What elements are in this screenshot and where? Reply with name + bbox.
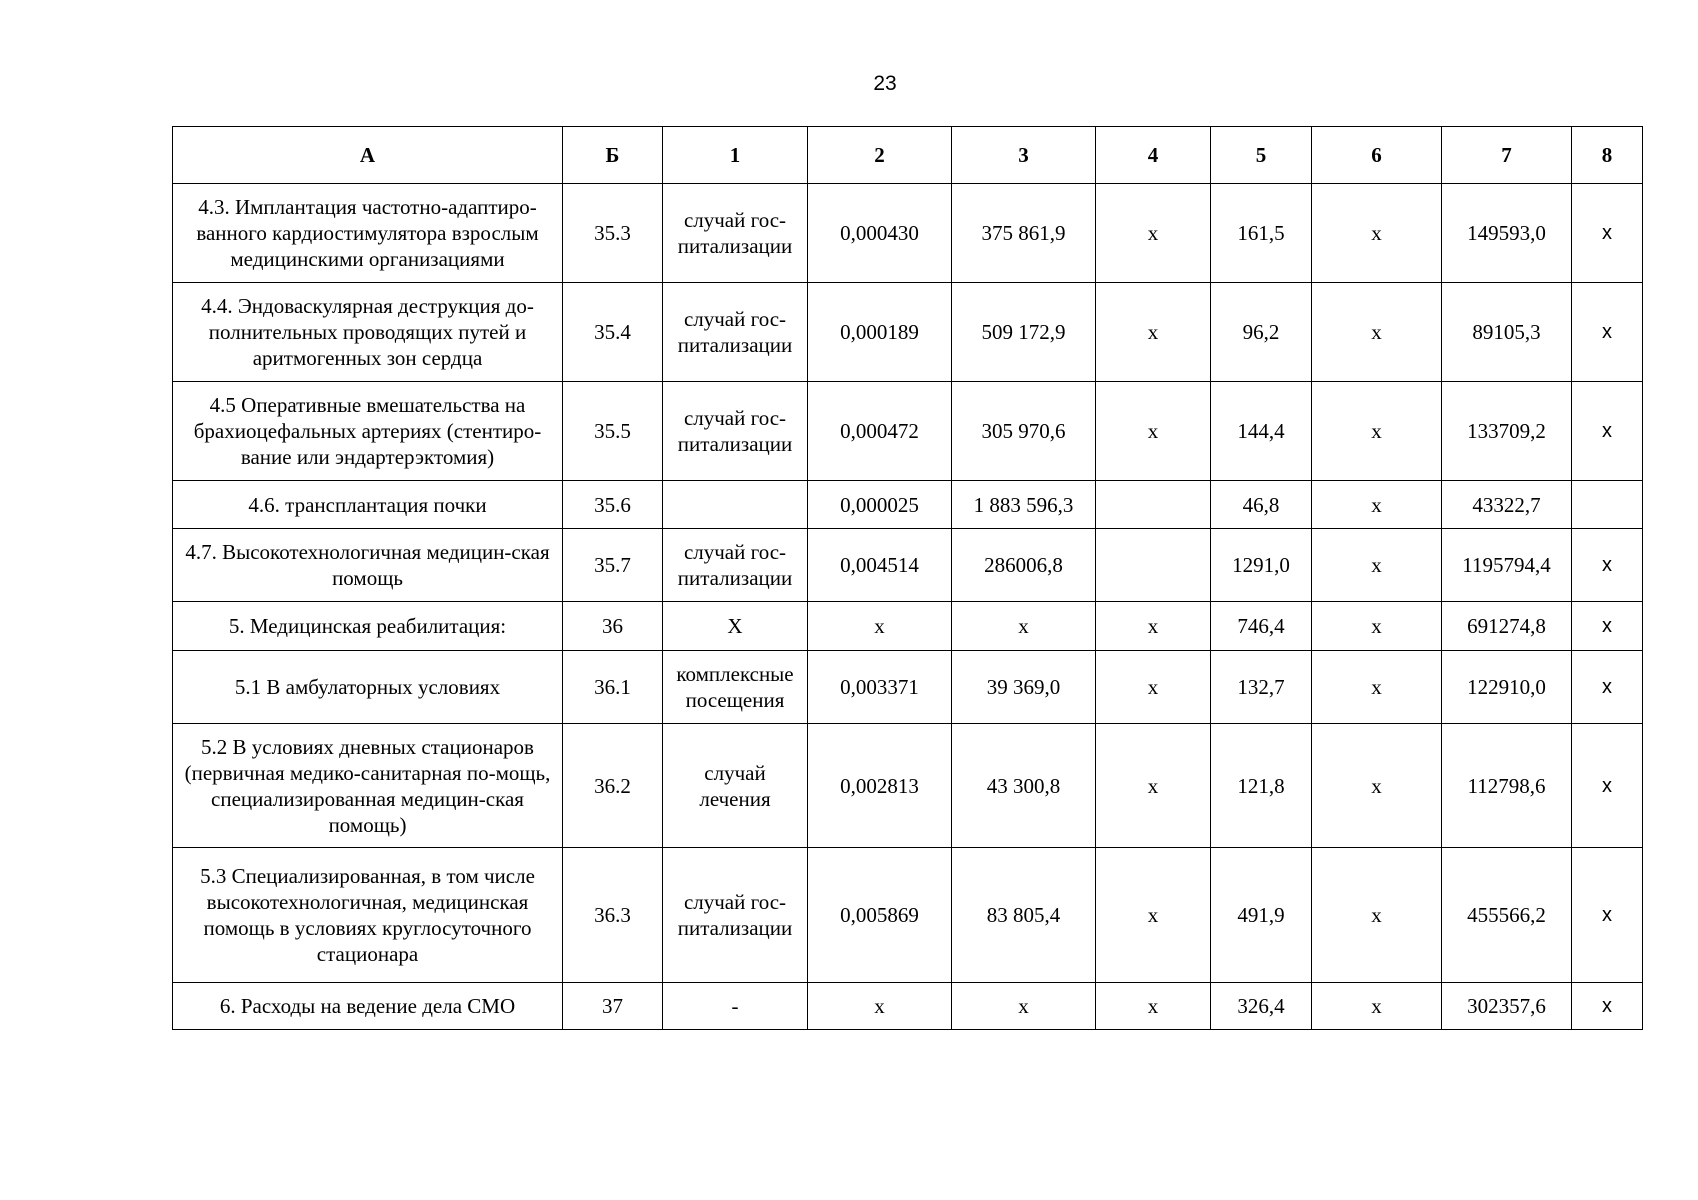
col4-cell: х	[1096, 848, 1211, 983]
col8-cell: x	[1572, 651, 1643, 724]
header-cell: Б	[563, 127, 663, 184]
table-row	[173, 283, 1643, 382]
col7-cell: 133709,2	[1442, 382, 1572, 481]
col2-cell: 0,000430	[808, 184, 952, 283]
row-unit-cell: случай гос-питализации	[663, 283, 808, 382]
header-cell: 1	[663, 127, 808, 184]
col7-cell: 455566,2	[1442, 848, 1572, 983]
col5-cell: 161,5	[1211, 184, 1312, 283]
table-row	[173, 529, 1643, 602]
col5-cell: 46,8	[1211, 481, 1312, 529]
table-row	[173, 724, 1643, 848]
col6-cell: х	[1312, 848, 1442, 983]
row-unit-cell: случай лечения	[663, 724, 808, 848]
row-name-cell: 4.5 Оперативные вмешательства на брахиоцефальных артериях (стентиро-вание или эндартерэктомия)	[173, 382, 563, 481]
row-unit-cell: Х	[663, 602, 808, 651]
page-number: 23	[873, 72, 897, 95]
col3-cell: 39 369,0	[952, 651, 1096, 724]
col4-cell	[1096, 529, 1211, 602]
col6-cell: х	[1312, 724, 1442, 848]
col7-cell: 112798,6	[1442, 724, 1572, 848]
col6-cell: х	[1312, 382, 1442, 481]
col7-cell: 149593,0	[1442, 184, 1572, 283]
header-cell: 7	[1442, 127, 1572, 184]
row-unit-cell	[663, 481, 808, 529]
row-unit-cell: случай гос-питализации	[663, 184, 808, 283]
col6-cell: х	[1312, 481, 1442, 529]
col5-cell: 326,4	[1211, 983, 1312, 1030]
col7-cell: 122910,0	[1442, 651, 1572, 724]
header-cell: 8	[1572, 127, 1643, 184]
col5-cell: 1291,0	[1211, 529, 1312, 602]
col4-cell	[1096, 481, 1211, 529]
header-cell: 4	[1096, 127, 1211, 184]
row-name-cell: 6. Расходы на ведение дела СМО	[173, 983, 563, 1030]
col4-cell: х	[1096, 382, 1211, 481]
col2-cell: 0,003371	[808, 651, 952, 724]
row-code-cell: 36.3	[563, 848, 663, 983]
col2-cell: х	[808, 983, 952, 1030]
header-cell: 6	[1312, 127, 1442, 184]
col4-cell: х	[1096, 283, 1211, 382]
table-row	[173, 983, 1643, 1030]
row-name-cell: 4.6. трансплантация почки	[173, 481, 563, 529]
header-row	[173, 127, 1643, 184]
row-unit-cell: случай гос-питализации	[663, 382, 808, 481]
row-code-cell: 36.1	[563, 651, 663, 724]
row-name-cell: 5.3 Специализированная, в том числе высокотехнологичная, медицинская помощь в условиях круглосуточного стационара	[173, 848, 563, 983]
col2-cell: 0,000472	[808, 382, 952, 481]
data-table	[172, 126, 1643, 1030]
col6-cell: х	[1312, 983, 1442, 1030]
col3-cell: 286006,8	[952, 529, 1096, 602]
col3-cell: 305 970,6	[952, 382, 1096, 481]
row-code-cell: 36	[563, 602, 663, 651]
header-cell: 2	[808, 127, 952, 184]
col4-cell: х	[1096, 983, 1211, 1030]
table-row	[173, 848, 1643, 983]
col3-cell: 509 172,9	[952, 283, 1096, 382]
col3-cell: 43 300,8	[952, 724, 1096, 848]
col6-cell: х	[1312, 529, 1442, 602]
col7-cell: 89105,3	[1442, 283, 1572, 382]
col8-cell	[1572, 481, 1643, 529]
row-name-cell: 5.2 В условиях дневных стационаров (первичная медико-санитарная по-мощь, специализированная медицин-ская помощь)	[173, 724, 563, 848]
col6-cell: х	[1312, 184, 1442, 283]
row-unit-cell: случай гос-питализации	[663, 529, 808, 602]
col5-cell: 144,4	[1211, 382, 1312, 481]
table-row	[173, 481, 1643, 529]
col2-cell: 0,002813	[808, 724, 952, 848]
col3-cell: 83 805,4	[952, 848, 1096, 983]
col4-cell: х	[1096, 184, 1211, 283]
table-row	[173, 382, 1643, 481]
col3-cell: х	[952, 983, 1096, 1030]
header-cell: 5	[1211, 127, 1312, 184]
row-code-cell: 35.3	[563, 184, 663, 283]
col4-cell: х	[1096, 602, 1211, 651]
table-row	[173, 602, 1643, 651]
col8-cell: x	[1572, 724, 1643, 848]
col4-cell: х	[1096, 651, 1211, 724]
col6-cell: х	[1312, 651, 1442, 724]
col3-cell: 375 861,9	[952, 184, 1096, 283]
col3-cell: х	[952, 602, 1096, 651]
header-cell: А	[173, 127, 563, 184]
col8-cell: x	[1572, 283, 1643, 382]
row-name-cell: 4.7. Высокотехнологичная медицин-ская помощь	[173, 529, 563, 602]
row-unit-cell: -	[663, 983, 808, 1030]
header-cell: 3	[952, 127, 1096, 184]
col6-cell: х	[1312, 602, 1442, 651]
col4-cell: х	[1096, 724, 1211, 848]
row-code-cell: 35.7	[563, 529, 663, 602]
row-code-cell: 37	[563, 983, 663, 1030]
col2-cell: 0,000189	[808, 283, 952, 382]
row-unit-cell: комплексные посещения	[663, 651, 808, 724]
row-unit-cell: случай гос-питализации	[663, 848, 808, 983]
col6-cell: х	[1312, 283, 1442, 382]
row-code-cell: 35.5	[563, 382, 663, 481]
row-name-cell: 5. Медицинская реабилитация:	[173, 602, 563, 651]
row-name-cell: 4.4. Эндоваскулярная деструкция до-полнительных проводящих путей и аритмогенных зон сердца	[173, 283, 563, 382]
col5-cell: 121,8	[1211, 724, 1312, 848]
col2-cell: 0,005869	[808, 848, 952, 983]
row-code-cell: 36.2	[563, 724, 663, 848]
col8-cell: x	[1572, 602, 1643, 651]
table-row	[173, 184, 1643, 283]
row-code-cell: 35.6	[563, 481, 663, 529]
col3-cell: 1 883 596,3	[952, 481, 1096, 529]
col8-cell: x	[1572, 529, 1643, 602]
row-name-cell: 5.1 В амбулаторных условиях	[173, 651, 563, 724]
row-name-cell: 4.3. Имплантация частотно-адаптиро-ванного кардиостимулятора взрослым медицинскими организациями	[173, 184, 563, 283]
table-row	[173, 651, 1643, 724]
col5-cell: 96,2	[1211, 283, 1312, 382]
col2-cell: х	[808, 602, 952, 651]
col8-cell: x	[1572, 184, 1643, 283]
col8-cell: x	[1572, 382, 1643, 481]
col2-cell: 0,000025	[808, 481, 952, 529]
col7-cell: 302357,6	[1442, 983, 1572, 1030]
col2-cell: 0,004514	[808, 529, 952, 602]
col5-cell: 132,7	[1211, 651, 1312, 724]
col8-cell: x	[1572, 848, 1643, 983]
col5-cell: 746,4	[1211, 602, 1312, 651]
col5-cell: 491,9	[1211, 848, 1312, 983]
col7-cell: 691274,8	[1442, 602, 1572, 651]
col7-cell: 1195794,4	[1442, 529, 1572, 602]
col7-cell: 43322,7	[1442, 481, 1572, 529]
col8-cell: x	[1572, 983, 1643, 1030]
row-code-cell: 35.4	[563, 283, 663, 382]
